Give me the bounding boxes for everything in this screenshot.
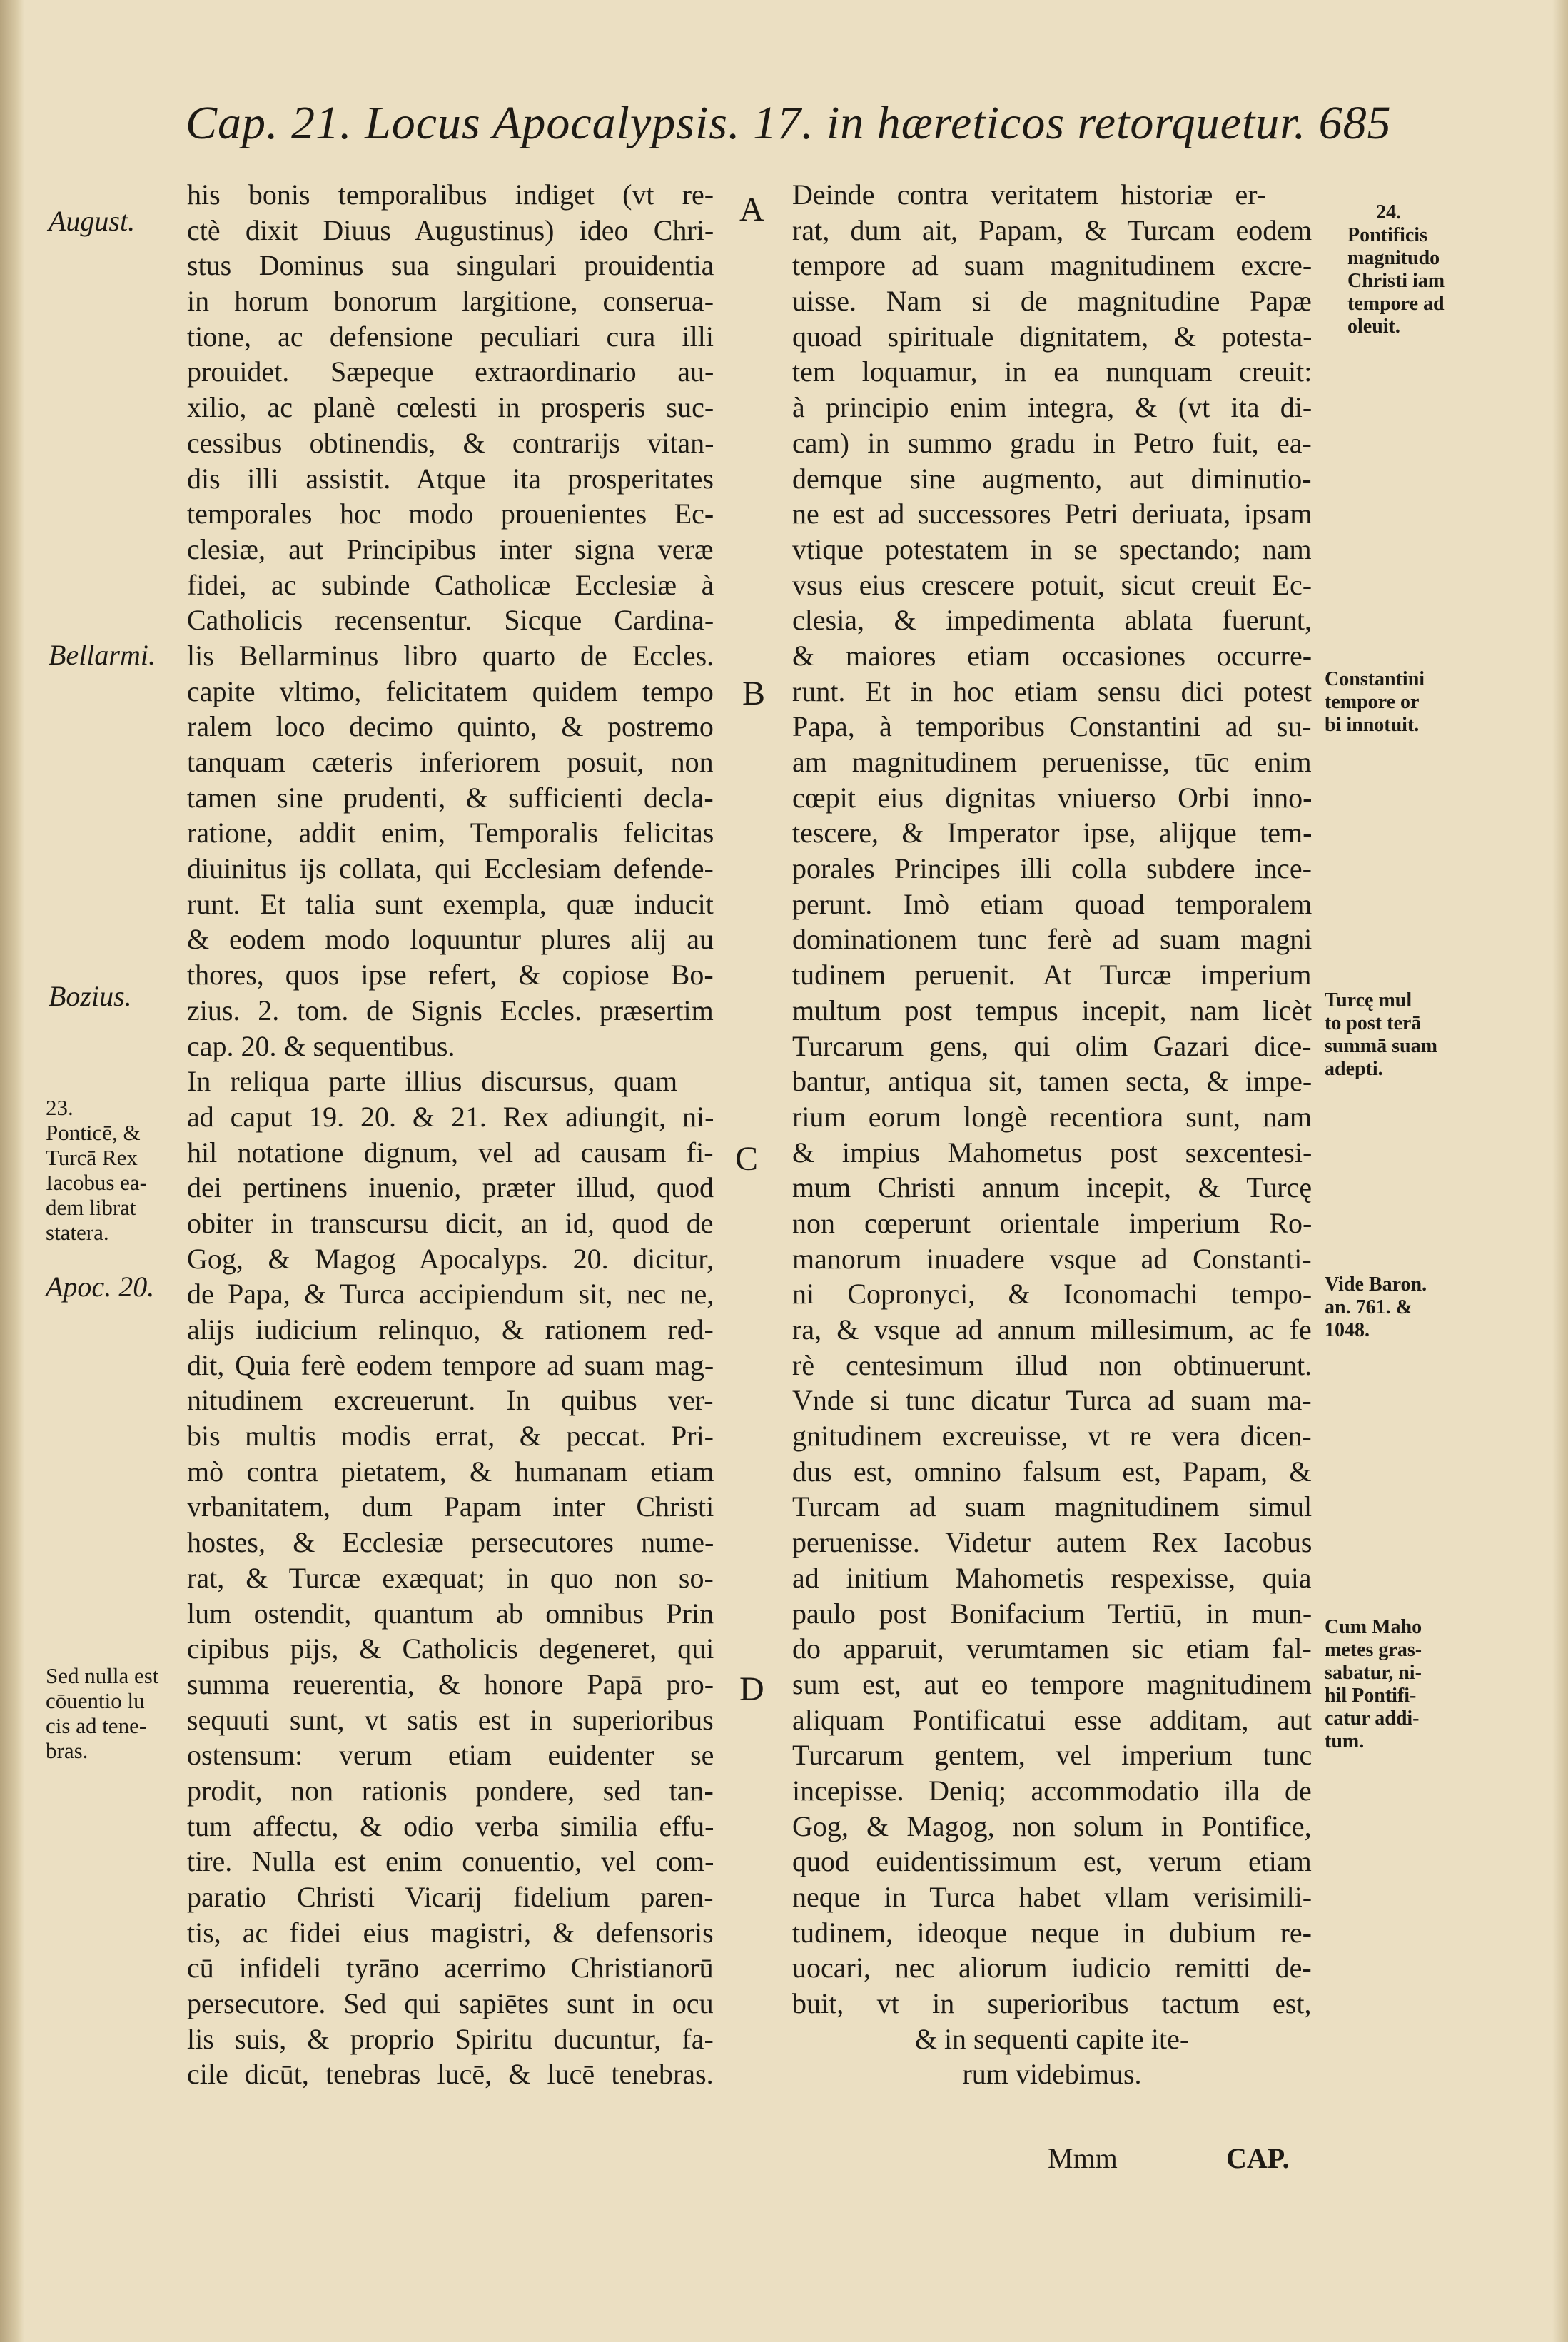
text-line: manorum inuadere vsque ad Constanti- bbox=[792, 1242, 1312, 1275]
margin-note-line: cis ad tene- bbox=[46, 1713, 147, 1738]
text-line: peruenisse. Videtur autem Rex Iacobus bbox=[792, 1526, 1312, 1559]
section-marker-c: C bbox=[735, 1140, 759, 1178]
text-line: dominationem tunc ferè ad suam magni bbox=[792, 923, 1312, 956]
text-line: Turcarum gens, qui olim Gazari dice- bbox=[792, 1029, 1312, 1062]
running-header: Cap. 21. Locus Apocalypsis. 17. in hæreticos retorquetur. 685 bbox=[186, 97, 1392, 149]
text-line: Papa, à temporibus Constantini ad su- bbox=[792, 710, 1312, 743]
text-line: runt. Et in hoc etiam sensu dici potest bbox=[792, 675, 1312, 707]
margin-note-line: cōuentio lu bbox=[46, 1688, 145, 1713]
text-line: temporales hoc modo prouenientes Ec- bbox=[187, 498, 714, 530]
text-line: ni Copronyci, & Iconomachi tempo- bbox=[792, 1278, 1312, 1311]
text-line: Deinde contra veritatem historiæ er- bbox=[792, 178, 1267, 211]
text-line: demque sine augmento, aut diminutio- bbox=[792, 462, 1312, 495]
text-line: & in sequenti capite ite- bbox=[914, 2022, 1190, 2055]
margin-note-line: metes gras- bbox=[1325, 1639, 1422, 1661]
text-line: sum est, aut eo tempore magnitudinem bbox=[792, 1667, 1312, 1700]
text-line: à principio enim integra, & (vt ita di- bbox=[792, 391, 1312, 424]
margin-note-line: Turcā Rex bbox=[46, 1145, 138, 1170]
text-line: non cœperunt orientale imperium Ro- bbox=[792, 1206, 1312, 1239]
text-line: zius. 2. tom. de Signis Eccles. præsertim bbox=[187, 994, 714, 1026]
text-line: tescere, & Imperator ipse, alijque tem- bbox=[792, 817, 1312, 849]
text-line: Turcarum gentem, vel imperium tunc bbox=[792, 1739, 1312, 1772]
text-line: persecutore. Sed qui sapiētes sunt in ocu bbox=[187, 1987, 714, 2020]
margin-note-line: to post terā bbox=[1325, 1012, 1422, 1034]
text-line: de Papa, & Turca accipiendum sit, nec ne, bbox=[187, 1278, 714, 1311]
text-line: cile dicūt, tenebras lucē, & lucē tenebras. bbox=[187, 2058, 714, 2091]
text-line: ad caput 19. 20. & 21. Rex adiungit, ni- bbox=[187, 1100, 714, 1133]
text-line: bantur, antiqua sit, tamen secta, & impe- bbox=[792, 1065, 1312, 1098]
text-line: & impius Mahometus post sexcentesi- bbox=[792, 1136, 1312, 1169]
margin-note-line: tempore or bbox=[1325, 691, 1420, 713]
margin-note-bellarmi: Bellarmi. bbox=[49, 639, 156, 671]
text-line: diuinitus ijs collata, qui Ecclesiam defende- bbox=[187, 852, 714, 885]
text-line: ralem loco decimo quinto, & postremo bbox=[187, 710, 714, 743]
text-line: vtique potestatem in se spectando; nam bbox=[792, 532, 1312, 565]
text-line: lis suis, & proprio Spiritu ducuntur, fa- bbox=[187, 2022, 714, 2055]
text-line: cap. 20. & sequentibus. bbox=[187, 1029, 455, 1062]
text-line: obiter in transcursu dicit, an id, quod de bbox=[187, 1206, 714, 1239]
text-line: prouidet. Sæpeque extraordinario au- bbox=[187, 355, 714, 388]
margin-note-line: Pontificis bbox=[1347, 224, 1427, 246]
text-line: prodit, non rationis pondere, sed tan- bbox=[187, 1774, 714, 1807]
text-line: clesia, & impedimenta ablata fuerunt, bbox=[792, 604, 1312, 637]
text-line: in horum bonorum largitione, conserua- bbox=[187, 285, 714, 318]
margin-note-turcae bbox=[1325, 989, 1437, 1081]
text-line: ratione, addit enim, Temporalis felicitas bbox=[187, 817, 714, 849]
text-line: uocari, nec aliorum iudicio remitti de- bbox=[792, 1952, 1312, 1984]
text-line: rum videbimus. bbox=[962, 2058, 1142, 2091]
margin-note-apoc: Apoc. 20. bbox=[46, 1271, 155, 1303]
text-line: incepisse. Deniq; accommodatio illa de bbox=[792, 1774, 1312, 1807]
text-line: tis, ac fidei eius magistri, & defensoris bbox=[187, 1916, 714, 1949]
text-line: tudinem, ideoque neque in dubium re- bbox=[792, 1916, 1312, 1949]
text-line: Gog, & Magog Apocalyps. 20. dicitur, bbox=[187, 1242, 714, 1275]
text-line: mò contra pietatem, & humanam etiam bbox=[187, 1455, 714, 1488]
text-line: quod euidentissimum est, verum etiam bbox=[792, 1845, 1312, 1878]
text-line: cœpit eius dignitas vniuerso Orbi inno- bbox=[792, 781, 1312, 814]
text-line: & maiores etiam occasiones occurre- bbox=[792, 639, 1312, 672]
margin-note-line: catur addi- bbox=[1325, 1707, 1420, 1730]
section-marker-d: D bbox=[739, 1670, 764, 1708]
text-line: mum Christi annum incepit, & Turcę bbox=[792, 1171, 1312, 1204]
margin-note-line: Cum Maho bbox=[1325, 1616, 1422, 1638]
text-line: dus est, omnino falsum est, Papam, & bbox=[792, 1455, 1312, 1488]
margin-note-line: tum. bbox=[1325, 1730, 1365, 1752]
text-line: clesiæ, aut Principibus inter signa veræ bbox=[187, 532, 714, 565]
text-line: multum post tempus incepit, nam licèt bbox=[792, 994, 1312, 1026]
text-line: tire. Nulla est enim conuentio, vel com- bbox=[187, 1845, 714, 1878]
text-line: tum affectu, & odio verba similia effu- bbox=[187, 1810, 714, 1842]
margin-note-baronius bbox=[1325, 1273, 1427, 1342]
text-line: tem loquamur, in ea nunquam creuit: bbox=[792, 355, 1312, 388]
margin-note-line: bras. bbox=[46, 1738, 88, 1763]
catchword: CAP. bbox=[1226, 2142, 1290, 2174]
text-line: paratio Christi Vicarij fidelium paren- bbox=[187, 1881, 714, 1913]
margin-note-line: magnitudo bbox=[1347, 247, 1440, 269]
section-marker-a: A bbox=[739, 191, 764, 228]
text-line: fidei, ac subinde Catholicæ Ecclesiæ à bbox=[187, 568, 714, 601]
text-line: rat, & Turcæ exæquat; in quo non so- bbox=[187, 1561, 714, 1594]
text-line: Turcam ad suam magnitudinem simul bbox=[792, 1490, 1312, 1523]
text-line: dei pertinens inuenio, præter illud, quod bbox=[187, 1171, 714, 1204]
text-line: am magnitudinem peruenisse, tūc enim bbox=[792, 746, 1312, 778]
section-marker-b: B bbox=[742, 675, 766, 712]
text-line: ostensum: verum etiam euidenter se bbox=[187, 1739, 714, 1772]
margin-note-line: Turcę mul bbox=[1325, 989, 1412, 1011]
text-line: tione, ac defensione peculiari cura illi bbox=[187, 320, 714, 353]
text-line: runt. Et talia sunt exempla, quæ inducit bbox=[187, 887, 714, 920]
text-line: rè centesimum illud non obtinuerunt. bbox=[792, 1348, 1312, 1381]
page-gutter-shadow bbox=[0, 0, 24, 2342]
margin-note-line: Christi iam bbox=[1347, 270, 1445, 292]
margin-note-line: Vide Baron. bbox=[1325, 1273, 1427, 1296]
text-line: nitudinem excreuerunt. In quibus ver- bbox=[187, 1384, 714, 1417]
text-line: lis Bellarminus libro quarto de Eccles. bbox=[187, 639, 714, 672]
text-line: hil notatione dignum, vel ad causam fi- bbox=[187, 1136, 714, 1169]
text-line: Vnde si tunc dicatur Turca ad suam ma- bbox=[792, 1384, 1312, 1417]
text-line: vsus eius crescere potuit, sicut creuit Ec- bbox=[792, 568, 1312, 601]
text-line: ad initium Mahometis respexisse, quia bbox=[792, 1561, 1312, 1594]
margin-note-line: 23. bbox=[46, 1095, 74, 1120]
text-line: aliquam Pontificatui esse additam, aut bbox=[792, 1703, 1312, 1736]
text-line: his bonis temporalibus indiget (vt re- bbox=[187, 178, 714, 211]
text-line: paulo post Bonifacium Tertiū, in mun- bbox=[792, 1597, 1312, 1630]
signature-mark: Mmm bbox=[1048, 2142, 1118, 2174]
text-line: gnitudinem excreuisse, vt re vera dicen- bbox=[792, 1420, 1312, 1453]
text-line: do apparuit, verumtamen sic etiam fal- bbox=[792, 1632, 1312, 1665]
text-line: cessibus obtinendis, & contrarijs vitan- bbox=[187, 426, 714, 459]
margin-note-bozius: Bozius. bbox=[49, 980, 132, 1012]
text-line: ctè dixit Diuus Augustinus) ideo Chri- bbox=[187, 213, 714, 246]
text-line: Catholicis recensentur. Sicque Cardina- bbox=[187, 604, 714, 637]
text-line: quoad spirituale dignitatem, & potesta- bbox=[792, 320, 1312, 353]
margin-note-sed-nulla bbox=[46, 1663, 158, 1763]
text-line: dis illi assistit. Atque ita prosperitates bbox=[187, 462, 714, 495]
text-line: tanquam cæteris inferiorem posuit, non bbox=[187, 746, 714, 778]
text-line: summa reuerentia, & honore Papā pro- bbox=[187, 1667, 714, 1700]
text-line: & eodem modo loquuntur plures alij au bbox=[187, 923, 714, 956]
left-column-text bbox=[187, 177, 714, 2092]
text-line: sequuti sunt, vt satis est in superioribus bbox=[187, 1703, 714, 1736]
margin-note-line: statera. bbox=[46, 1220, 109, 1245]
margin-note-line: dem librat bbox=[46, 1195, 136, 1220]
text-line: Gog, & Magog, non solum in Pontifice, bbox=[792, 1810, 1312, 1842]
text-line: buit, vt in superioribus tactum est, bbox=[792, 1987, 1312, 2020]
text-line: bis multis modis errat, & peccat. Pri- bbox=[187, 1420, 714, 1453]
text-line: rium eorum longè recentiora sunt, nam bbox=[792, 1100, 1312, 1133]
text-line: cam) in summo gradu in Petro fuit, ea- bbox=[792, 426, 1312, 459]
text-line: stus Dominus sua singulari prouidentia bbox=[187, 249, 714, 282]
margin-note-line: 1048. bbox=[1325, 1319, 1370, 1341]
text-line: In reliqua parte illius discursus, quam bbox=[187, 1065, 678, 1098]
text-line: cū infideli tyrāno acerrimo Christianorū bbox=[187, 1952, 714, 1984]
text-line: perunt. Imò etiam quoad temporalem bbox=[792, 887, 1312, 920]
margin-note-line: tempore ad bbox=[1347, 293, 1445, 315]
right-column-text bbox=[792, 177, 1312, 2092]
text-line: alijs iudicium relinquo, & rationem red- bbox=[187, 1313, 714, 1346]
margin-note-23 bbox=[46, 1095, 147, 1245]
text-line: tudinem peruenit. At Turcæ imperium bbox=[792, 959, 1312, 991]
text-line: cipibus pijs, & Catholicis degeneret, qui bbox=[187, 1632, 714, 1665]
margin-note-line: Iacobus ea- bbox=[46, 1170, 147, 1195]
text-line: neque in Turca habet vllam verisimili- bbox=[792, 1881, 1312, 1913]
text-line: ra, & vsque ad annum millesimum, ac fe bbox=[792, 1313, 1312, 1346]
margin-note-line: sabatur, ni- bbox=[1325, 1662, 1422, 1684]
margin-note-constantini bbox=[1325, 668, 1425, 737]
text-line: vrbanitatem, dum Papam inter Christi bbox=[187, 1490, 714, 1523]
text-line: dit, Quia ferè eodem tempore ad suam mag- bbox=[187, 1348, 714, 1381]
text-line: capite vltimo, felicitatem quidem tempo bbox=[187, 675, 714, 707]
text-line: hostes, & Ecclesiæ persecutores nume- bbox=[187, 1526, 714, 1559]
margin-note-line: 24. bbox=[1376, 201, 1401, 223]
margin-note-august: August. bbox=[49, 205, 136, 237]
margin-note-line: adepti. bbox=[1325, 1058, 1383, 1080]
page-right-edge bbox=[1552, 0, 1568, 2342]
text-line: thores, quos ipse refert, & copiose Bo- bbox=[187, 959, 714, 991]
margin-note-24 bbox=[1347, 201, 1445, 338]
text-line: xilio, ac planè cœlesti in prosperis suc- bbox=[187, 391, 714, 424]
text-line: lum ostendit, quantum ab omnibus Prin bbox=[187, 1597, 714, 1630]
margin-note-line: hil Pontifi- bbox=[1325, 1685, 1417, 1707]
text-line: tempore ad suam magnitudinem excre- bbox=[792, 249, 1312, 282]
margin-note-line: oleuit. bbox=[1347, 316, 1400, 338]
text-line: uisse. Nam si de magnitudine Papæ bbox=[792, 285, 1312, 318]
text-line: tamen sine prudenti, & sufficienti decla- bbox=[187, 781, 714, 814]
text-line: rat, dum ait, Papam, & Turcam eodem bbox=[792, 213, 1312, 246]
margin-note-line: Sed nulla est bbox=[46, 1663, 159, 1688]
margin-note-line: bi innotuit. bbox=[1325, 714, 1420, 736]
margin-note-line: Ponticē, & bbox=[46, 1120, 141, 1145]
margin-note-mahomet bbox=[1325, 1616, 1422, 1753]
margin-note-line: an. 761. & bbox=[1325, 1296, 1412, 1318]
margin-note-line: Constantini bbox=[1325, 668, 1425, 690]
margin-note-line: summā suam bbox=[1325, 1035, 1437, 1057]
text-line: ne est ad successores Petri deriuata, ipsam bbox=[792, 498, 1312, 530]
text-line: porales Principes illi colla subdere ince- bbox=[792, 852, 1312, 885]
